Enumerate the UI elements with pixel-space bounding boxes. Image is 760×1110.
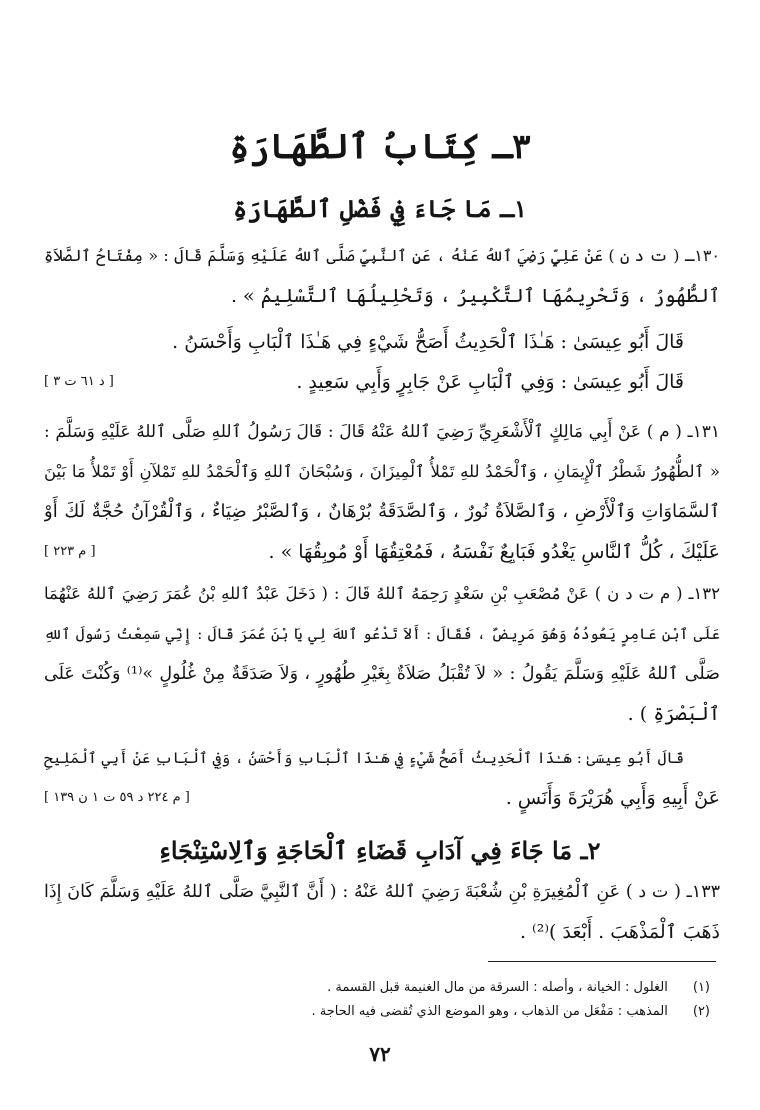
- hadith-131-line-1: ١٣١ـ ( م ) عَنْ أَبِي مَالِكٍ ٱلْأَشْعَرِيِّ رَضِيَ ٱللهُ عَنْهُ قَالَ : قَالَ رَسُولُ ٱللهِ صَلَّى ٱللهُ عَلَيْهِ وَسَلَّمَ :: [44, 422, 720, 442]
- footnotes: [50, 976, 710, 1024]
- hadith-132-line-4: ٱلْبَصْرَةِ ) .: [627, 703, 720, 725]
- hadith-133: [44, 872, 720, 952]
- hadith-133-line-2: ذَهَبَ ٱلْمَذْهَبَ . أَبْعَدَ )⁽²⁾ .: [519, 921, 720, 943]
- page-number: ٧٢: [369, 1042, 391, 1066]
- hadith-130: [44, 236, 720, 316]
- hadith-131: [44, 412, 720, 572]
- hadith-130-comment-2-row: [44, 362, 720, 402]
- hadith-132-line-2: عَلَى ٱبْنِ عَامِرٍ يَعُودُهُ وَهُوَ مَرِيضٌ ، فَقَالَ : أَلاَ تَدْعُو ٱللهَ لِي يَا بْنَ عُمَرَ قَالَ : إِنِّي سَمِعْتُ رَسُولَ ٱللهِ: [44, 625, 720, 643]
- hadith-131-reference: [ م ٢٢٣ ]: [44, 544, 96, 559]
- hadith-132-comment-line-2-row: [44, 778, 720, 818]
- hadith-132-line-1: ١٣٢ـ ( م ت د ن ) عَنْ مُصْعَبِ بْنِ سَعْدٍ رَحِمَهُ ٱللهُ قَالَ : ( دَخَلَ عَبْدُ ٱللهِ بْنُ عُمَرَ رَضِيَ ٱللهُ عَنْهُمَا: [44, 584, 720, 603]
- hadith-131-line-3: ٱلسَّمَاوَاتِ وَٱلْأَرْضِ ، وَٱلصَّلاَةُ نُورٌ ، وَٱلصَّدَقَةُ بُرْهَانٌ ، وَٱلصَّبْرُ ضِيَاءٌ ، وَٱلْقُرْآنُ حُجَّةٌ لَكَ أَوْ: [44, 501, 720, 522]
- footnote-1-number: (١): [692, 980, 710, 995]
- book-title: ٣ـ كِتَابُ ٱلطَّهَارَةِ: [229, 127, 531, 167]
- footnote-2-number: (٢): [692, 1004, 710, 1019]
- hadith-132-comment: [44, 738, 720, 818]
- footnote-2: [50, 1000, 710, 1024]
- hadith-130-line-2: ٱلطُّهُورُ ، وَتَحْرِيمُهَا ٱلتَّكْبِيرُ ، وَتَحْلِيلُهَا ٱلتَّسْلِيمُ » .: [230, 285, 720, 307]
- footnote-2-text: المذهب : مَفْعَل من الذهاب ، وهو الموضع الذي تُقضى فيه الحاجة .: [311, 1004, 668, 1019]
- hadith-130-comment-2: قَالَ أَبُو عِيسَىٰ : وَفِي ٱلْبَابِ عَنْ جَابِرٍ وَأَبِي سَعِيدٍ .: [296, 371, 684, 393]
- hadith-130-comment-1: قَالَ أَبُو عِيسَىٰ : هَـٰذَا ٱلْحَدِيثُ أَصَحُّ شَيْءٍ فِي هَـٰذَا ٱلْبَابِ وَأَحْسَنُ .: [172, 331, 684, 353]
- hadith-131-line-4: عَلَيْكَ ، كُلُّ ٱلنَّاسِ يَغْدُو فَبَايِعٌ نَفْسَهُ ، فَمُعْتِقُهَا أَوْ مُوبِقُهَا » .: [268, 541, 720, 563]
- hadith-132-reference: [ م ٢٢٤ د ٥٩ ت ١ ن ١٣٩ ]: [44, 790, 190, 805]
- hadith-132-comment-line-2: عَنْ أَبِيهِ وَأَبِي هُرَيْرَةَ وَأَنَسٍ .: [505, 787, 720, 809]
- section-title-2: ٢ـ مَا جَاءَ فِي آدَابِ قَضَاءِ ٱلْحَاجَةِ وَٱلِاسْتِنْجَاءِ: [159, 836, 601, 865]
- footnote-1-text: الغلول : الخيانة ، وأصله : السرقة من مال الغنيمة قبل القسمة .: [327, 980, 668, 995]
- footnote-divider: [488, 961, 716, 962]
- hadith-130-comments: [44, 322, 720, 402]
- hadith-130-line-1: ١٣٠ـ ( ت د ن ) عَنْ عَلِيٍّ رَضِيَ ٱللهُ عَنْهُ ، عَنِ ٱلنَّبِيِّ صَلَّى ٱللهُ عَلَيْهِ وَسَلَّمَ قَالَ : « مِفْتَاحُ ٱلصَّلاَةِ: [44, 246, 720, 265]
- hadith-131-line-2: « ٱلطُّهُورُ شَطْرُ ٱلْإِيمَانِ ، وَٱلْحَمْدُ للهِ تَمْلأُ ٱلْمِيزَانَ ، وَسُبْحَانَ ٱللهِ وَٱلْحَمْدُ للهِ تَمْلآنِ أَوْ تَمْلأُ مَا بَيْنَ: [44, 462, 720, 481]
- hadith-130-reference: [ د ٦١ ت ٣ ]: [44, 374, 114, 389]
- hadith-132-line-3: صَلَّى ٱللهُ عَلَيْهِ وَسَلَّمَ يَقُولُ : « لاَ تُقْبَلُ صَلاَةٌ بِغَيْرِ طُهُورٍ ، وَلاَ صَدَقَةٌ مِنْ غُلُولٍ »⁽¹⁾ وَكُنْتَ عَلَى: [44, 664, 720, 684]
- hadith-132-comment-line-1: قَالَ أَبُو عِيسَىٰ : هَـٰذَا ٱلْحَدِيثُ أَصَحُّ شَيْءٍ فِي هَـٰذَا ٱلْبَابِ وَأَحْسَنُ ، وَفِي ٱلْبَابِ عَنْ أَبِي ٱلْمَلِيحِ: [44, 749, 684, 767]
- hadith-131-line-4-row: [44, 532, 720, 572]
- footnote-1: [50, 976, 710, 1000]
- section-title-1: ١ـ مَا جَاءَ فِي فَضْلِ ٱلطَّهَارَةِ: [233, 194, 527, 223]
- hadith-132: [44, 574, 720, 734]
- hadith-133-line-1: ١٣٣ـ ( ت د ) عَنِ ٱلْمُغِيرَةِ بْنِ شُعْبَةَ رَضِيَ ٱللهُ عَنْهُ : ( أَنَّ ٱلنَّبِيَّ صَلَّى ٱللهُ عَلَيْهِ وَسَلَّمَ كَانَ إِذَا: [44, 882, 720, 902]
